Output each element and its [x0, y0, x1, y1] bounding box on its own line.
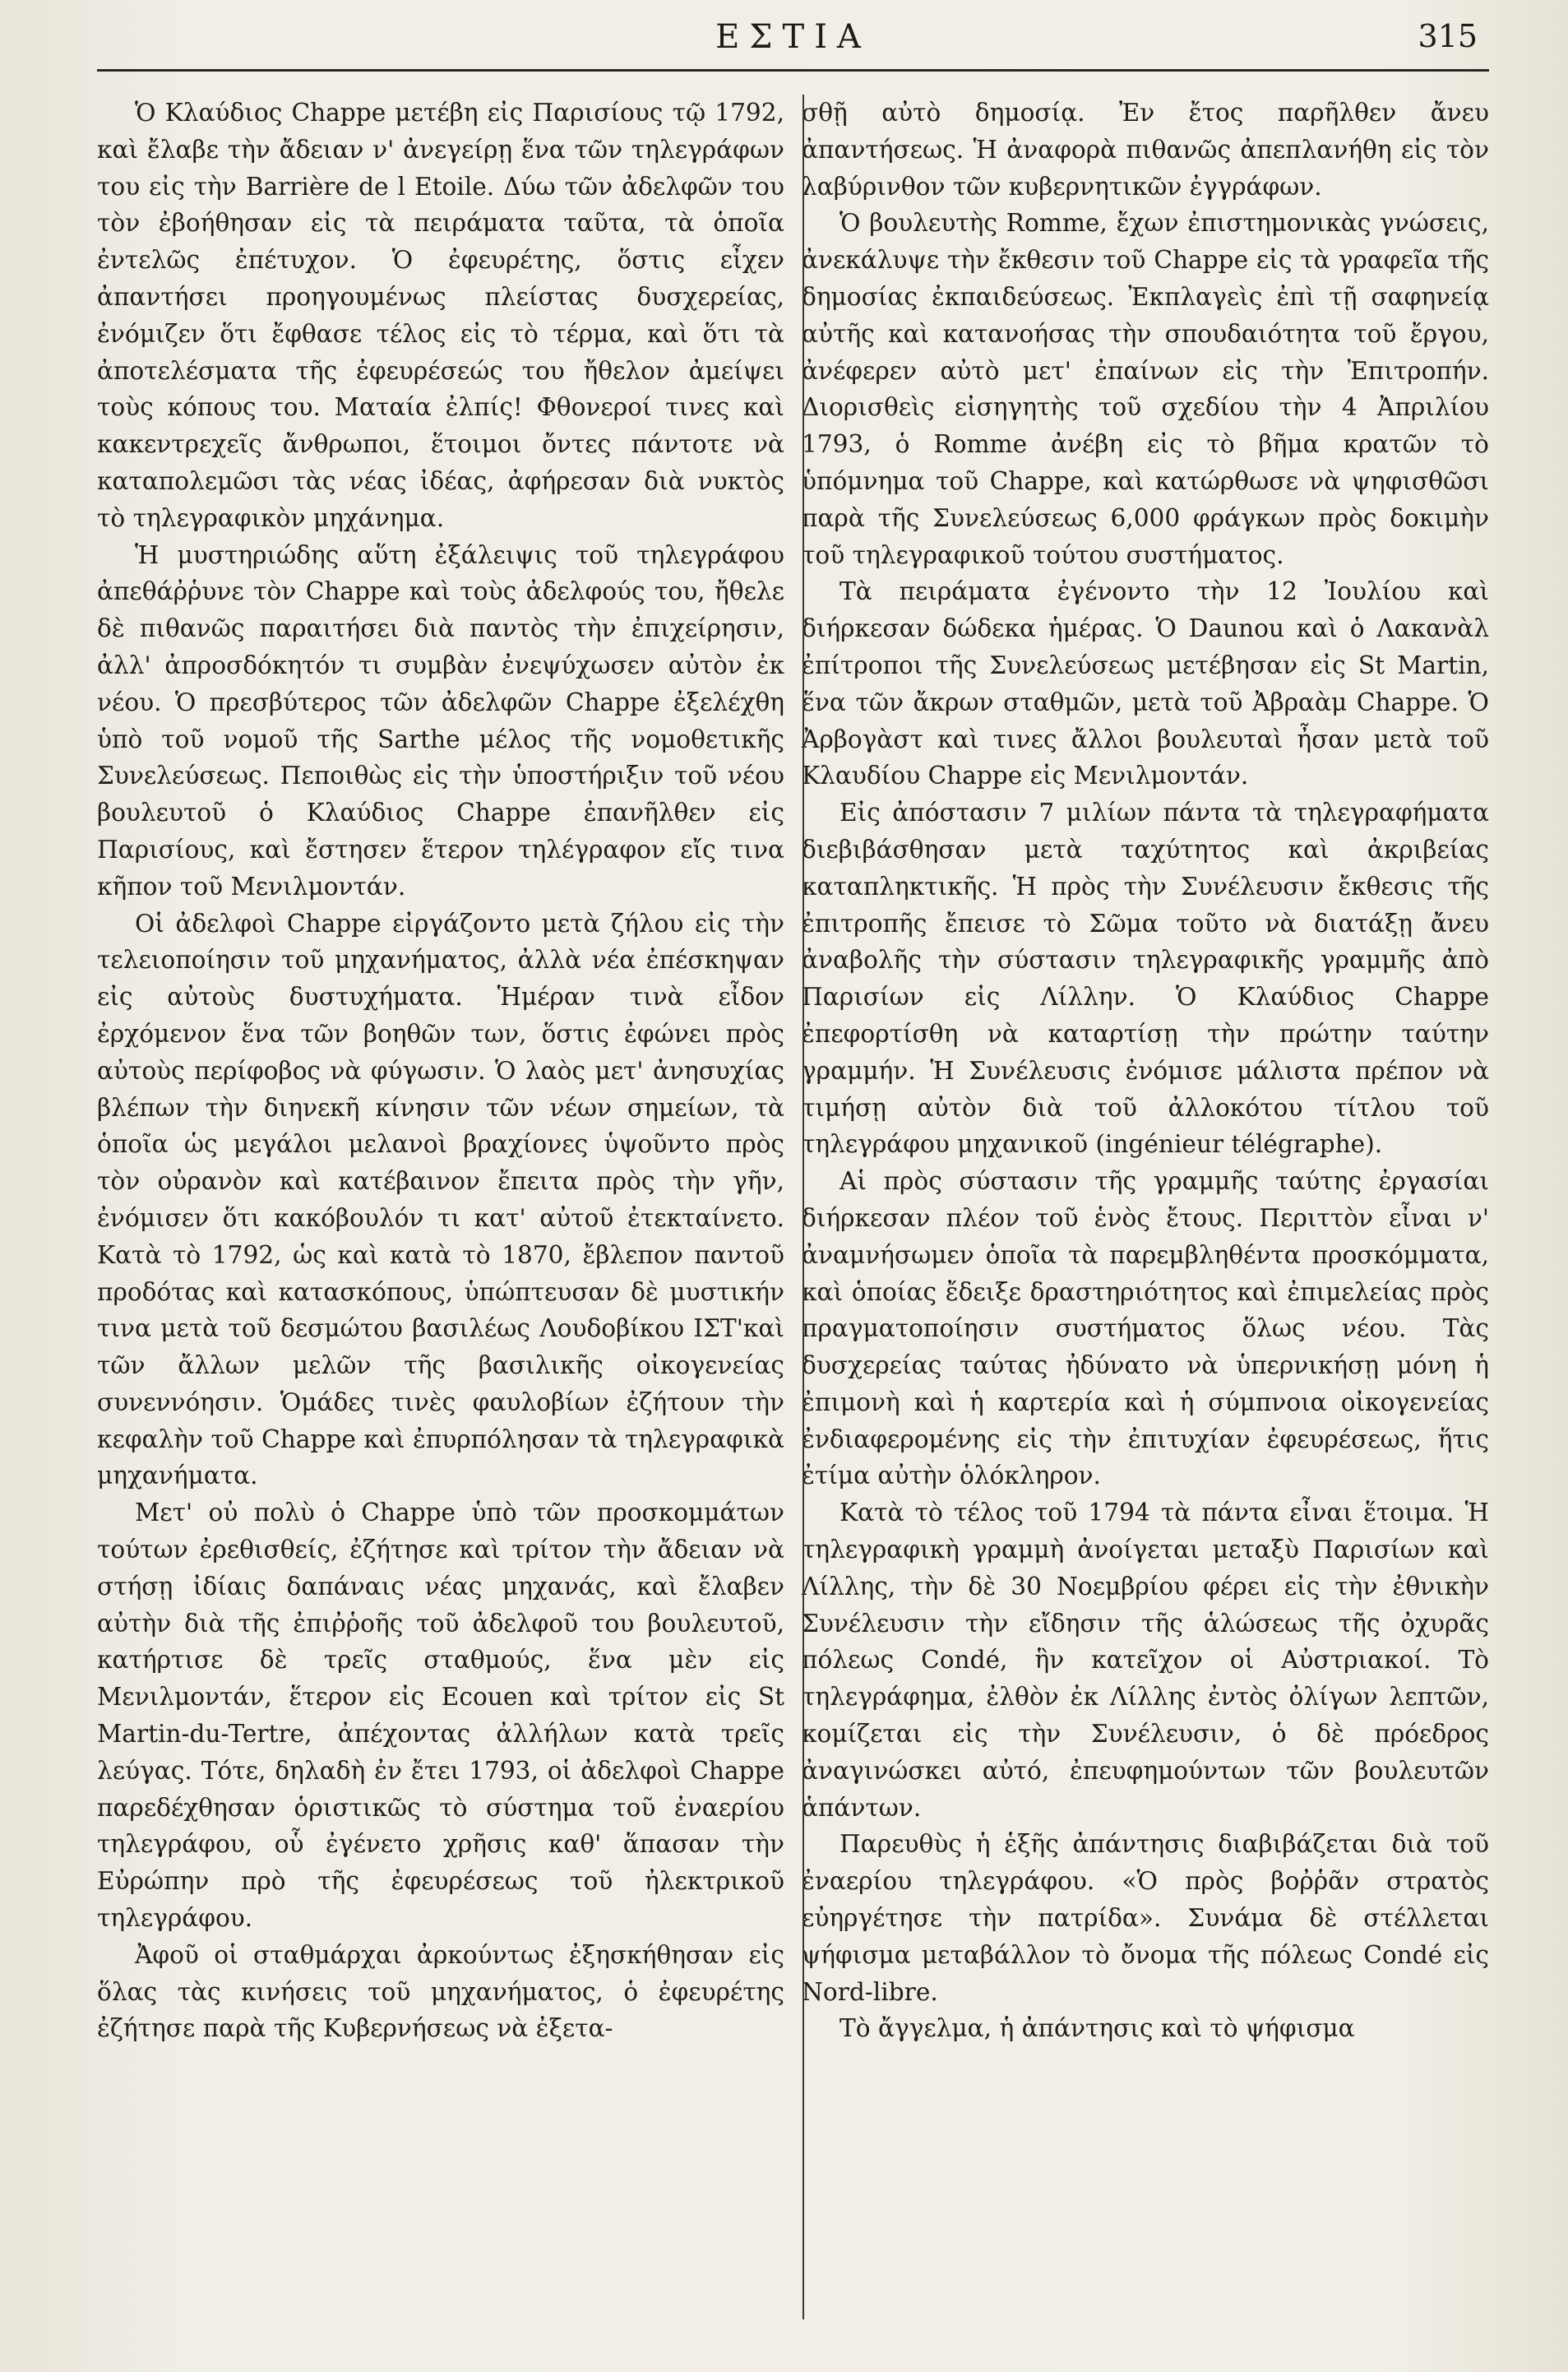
paragraph: Οἱ ἀδελφοὶ Chappe εἰργάζοντο μετὰ ζήλου εἰς τὴν τελειοποίησιν τοῦ μηχανήματος, ἀλλὰ νέα ἐπέσκηψαν εἰς αὐτοὺς δυστυχήματα. Ἡμέραν τινὰ εἶδον ἐρχόμενον ἕνα τῶν βοηθῶν των, ὅστις ἐφώνει πρὸς αὐτοὺς περίφοβος νὰ φύγωσιν. Ὁ λαὸς μετ' ἀνησυχίας βλέπων τὴν διηνεκῆ κίνησιν τῶν νέων σημείων, τὰ ὁποῖα ὡς μεγάλοι μελανοὶ βραχίονες ὑψοῦντο πρὸς τὸν οὐρανὸν καὶ κατέβαινον ἔπειτα πρὸς τὴν γῆν, ἐνόμισεν ὅτι κακόβουλόν τι κατ' αὐτοῦ ἐτεκταίνετο. Κατὰ τὸ 1792, ὡς καὶ κατὰ τὸ 1870, ἔβλεπον παντοῦ προδότας καὶ κατασκόπους, ὑπώπτευσαν δὲ μυστικήν τινα μετὰ τοῦ δεσμώτου βασιλέως Λουδοβίκου ΙΣΤ'καὶ τῶν ἄλλων μελῶν τῆς βασιλικῆς οἰκογενείας συνεννόησιν. Ὁμάδες τινὲς φαυλοβίων ἐζήτουν τὴν κεφαλὴν τοῦ Chappe καὶ ἐπυρπόλησαν τὰ τηλεγραφικὰ μηχανήματα. [97, 909, 784, 1490]
left-column [97, 95, 784, 2332]
paragraph: Εἰς ἀπόστασιν 7 μιλίων πάντα τὰ τηλεγραφήματα διεβιβάσθησαν μετὰ ταχύτητος καὶ ἀκριβείας καταπληκτικῆς. Ἡ πρὸς τὴν Συνέλευσιν ἔκθεσις τῆς ἐπιτροπῆς ἔπεισε τὸ Σῶμα τοῦτο νὰ διατάξῃ ἄνευ ἀναβολῆς τὴν σύστασιν τηλεγραφικῆς γραμμῆς ἀπὸ Παρισίων εἰς Λίλλην. Ὁ Κλαύδιος Chappe ἐπεφορτίσθη νὰ καταρτίσῃ τὴν πρώτην ταύτην γραμμήν. Ἡ Συνέλευσις ἐνόμισε μάλιστα πρέπον νὰ τιμήσῃ αὐτὸν διὰ τοῦ ἀλλοκότου τίτλου τοῦ τηλεγράφου μηχανικοῦ (ingénieur télégraphe). [802, 799, 1489, 1159]
column-divider [803, 95, 804, 2319]
right-column [802, 95, 1489, 2332]
paragraph: Κατὰ τὸ τέλος τοῦ 1794 τὰ πάντα εἶναι ἕτοιμα. Ἡ τηλεγραφικὴ γραμμὴ ἀνοίγεται μεταξὺ Παρισίων καὶ Λίλλης, τὴν δὲ 30 Νοεμβρίου φέρει εἰς τὴν ἐθνικὴν Συνέλευσιν τὴν εἴδησιν τῆς ἁλώσεως τῆς ὀχυρᾶς πόλεως Condé, ἣν κατεῖχον οἱ Αὐστριακοί. Τὸ τηλεγράφημα, ἐλθὸν ἐκ Λίλλης ἐντὸς ὀλίγων λεπτῶν, κομίζεται εἰς τὴν Συνέλευσιν, ὁ δὲ πρόεδρος ἀναγινώσκει αὐτό, ἐπευφημούντων τῶν βουλευτῶν ἁπάντων. [802, 1499, 1489, 1822]
journal-title: ΕΣΤΙΑ [715, 18, 871, 56]
page-header [97, 0, 1489, 72]
page-number: 315 [1418, 18, 1478, 54]
paragraph: Ἀφοῦ οἱ σταθμάρχαι ἀρκούντως ἐξησκήθησαν εἰς ὅλας τὰς κινήσεις τοῦ μηχανήματος, ὁ ἐφευρέτης ἐζήτησε παρὰ τῆς Κυβερνήσεως νὰ ἐξετα- [97, 1940, 784, 2043]
paragraph: Ὁ βουλευτὴς Romme, ἔχων ἐπιστημονικὰς γνώσεις, ἀνεκάλυψε τὴν ἔκθεσιν τοῦ Chappe εἰς τὰ γραφεῖα τῆς δημοσίας ἐκπαιδεύσεως. Ἐκπλαγεὶς ἐπὶ τῇ σαφηνείᾳ αὐτῆς καὶ κατανοήσας τὴν σπουδαιότητα τοῦ ἔργου, ἀνέφερεν αὐτὸ μετ' ἐπαίνων εἰς τὴν Ἐπιτροπήν. Διορισθεὶς εἰσηγητὴς τοῦ σχεδίου τὴν 4 Ἀπριλίου 1793, ὁ Romme ἀνέβη εἰς τὸ βῆμα κρατῶν τὸ ὑπόμνημα τοῦ Chappe, καὶ κατώρθωσε νὰ ψηφισθῶσι παρὰ τῆς Συνελεύσεως 6,000 φράγκων πρὸς δοκιμὴν τοῦ τηλεγραφικοῦ τούτου συστήματος. [802, 209, 1489, 569]
paragraph: σθῇ αὐτὸ δημοσίᾳ. Ἐν ἔτος παρῆλθεν ἄνευ ἀπαντήσεως. Ἡ ἀναφορὰ πιθανῶς ἀπεπλανήθη εἰς τὸν λαβύρινθον τῶν κυβερνητικῶν ἐγγράφων. [802, 99, 1489, 201]
paragraph: Τὸ ἄγγελμα, ἡ ἀπάντησις καὶ τὸ ψήφισμα [840, 2014, 1355, 2043]
paragraph: Τὰ πειράματα ἐγένοντο τὴν 12 Ἰουλίου καὶ διήρκεσαν δώδεκα ἡμέρας. Ὁ Daunou καὶ ὁ Λακανὰλ ἐπίτροποι τῆς Συνελεύσεως μετέβησαν εἰς St Martin, ἕνα τῶν ἄκρων σταθμῶν, μετὰ τοῦ Ἀβραὰμ Chappe. Ὁ Ἀρβογὰστ καὶ τινες ἄλλοι βουλευταὶ ἦσαν μετὰ τοῦ Κλαυδίου Chappe εἰς Μενιλμοντάν. [802, 577, 1489, 790]
paragraph: Αἱ πρὸς σύστασιν τῆς γραμμῆς ταύτης ἐργασίαι διήρκεσαν πλέον τοῦ ἑνὸς ἔτους. Περιττὸν εἶναι ν' ἀναμνήσωμεν ὁποῖα τὰ παρεμβληθέντα προσκόμματα, καὶ ὁποίας ἔδειξε δραστηριότητος καὶ ἐπιμελείας πρὸς πραγματοποίησιν συστήματος ὅλως νέου. Τὰς δυσχερείας ταύτας ἠδύνατο νὰ ὑπερνικήσῃ μόνη ἡ ἐπιμονὴ καὶ ἡ καρτερία καὶ ἡ σύμπνοια οἰκογενείας ἐνδιαφερομένης εἰς τὴν ἐπιτυχίαν ἐφευρέσεως, ἥτις ἐτίμα αὐτὴν ὁλόκληρον. [802, 1167, 1489, 1490]
text-columns [97, 95, 1489, 2332]
paragraph: Ἡ μυστηριώδης αὕτη ἐξάλειψις τοῦ τηλεγράφου ἀπεθάῤῥυνε τὸν Chappe καὶ τοὺς ἀδελφούς του, ἤθελε δὲ πιθανῶς παραιτήσει διὰ παντὸς τὴν ἐπιχείρησιν, ἀλλ' ἀπροσδόκητόν τι συμβὰν ἐνεψύχωσεν αὐτὸν ἐκ νέου. Ὁ πρεσβύτερος τῶν ἀδελφῶν Chappe ἐξελέχθη ὑπὸ τοῦ νομοῦ τῆς Sarthe μέλος τῆς νομοθετικῆς Συνελεύσεως. Πεποιθὼς εἰς τὴν ὑποστήριξιν τοῦ νέου βουλευτοῦ ὁ Κλαύδιος Chappe ἐπανῆλθεν εἰς Παρισίους, καὶ ἔστησεν ἕτερον τηλέγραφον εἴς τινα κῆπον τοῦ Μενιλμοντάν. [97, 540, 784, 901]
paragraph: Ὁ Κλαύδιος Chappe μετέβη εἰς Παρισίους τῷ 1792, καὶ ἔλαβε τὴν ἄδειαν ν' ἀνεγείρῃ ἕνα τῶν τηλεγράφων του εἰς τὴν Barrière de l Etoile. Δύω τῶν ἀδελφῶν του τὸν ἐβοήθησαν εἰς τὰ πειράματα ταῦτα, τὰ ὁποῖα ἐντελῶς ἐπέτυχον. Ὁ ἐφευρέτης, ὅστις εἶχεν ἀπαντήσει προηγουμένως πλείστας δυσχερείας, ἐνόμιζεν ὅτι ἔφθασε τέλος εἰς τὸ τέρμα, καὶ ὅτι τὰ ἀποτελέσματα τῆς ἐφευρέσεώς του ἤθελον ἀμείψει τοὺς κόπους του. Ματαία ἐλπίς! Φθονεροί τινες καὶ κακεντρεχεῖς ἄνθρωποι, ἕτοιμοι ὄντες πάντοτε νὰ καταπολεμῶσι τὰς νέας ἰδέας, ἀφήρεσαν διὰ νυκτὸς τὸ τηλεγραφικὸν μηχάνημα. [97, 99, 784, 532]
paragraph: Παρευθὺς ἡ ἑξῆς ἀπάντησις διαβιβάζεται διὰ τοῦ ἐναερίου τηλεγράφου. «Ὁ πρὸς βοῤῥᾶν στρατὸς εὐηργέτησε τὴν πατρίδα». Συνάμα δὲ στέλλεται ψήφισμα μεταβάλλον τὸ ὄνομα τῆς πόλεως Condé εἰς Nord-libre. [802, 1830, 1489, 2006]
paragraph: Μετ' οὐ πολὺ ὁ Chappe ὑπὸ τῶν προσκομμάτων τούτων ἐρεθισθείς, ἐζήτησε καὶ τρίτον τὴν ἄδειαν νὰ στήσῃ ἰδίαις δαπάναις νέας μηχανάς, καὶ ἔλαβεν αὐτὴν διὰ τῆς ἐπιῤῥοῆς τοῦ ἀδελφοῦ του βουλευτοῦ, κατήρτισε δὲ τρεῖς σταθμούς, ἕνα μὲν εἰς Μενιλμοντάν, ἕτερον εἰς Ecouen καὶ τρίτον εἰς St Martin-du-Tertre, ἀπέχοντας ἀλλήλων κατὰ τρεῖς λεύγας. Τότε, δηλαδὴ ἐν ἔτει 1793, οἱ ἀδελφοὶ Chappe παρεδέχθησαν ὁριστικῶς τὸ σύστημα τοῦ ἐναερίου τηλεγράφου, οὗ ἐγένετο χρῆσις καθ' ἅπασαν τὴν Εὐρώπην πρὸ τῆς ἐφευρέσεως τοῦ ἠλεκτρικοῦ τηλεγράφου. [97, 1499, 784, 1933]
